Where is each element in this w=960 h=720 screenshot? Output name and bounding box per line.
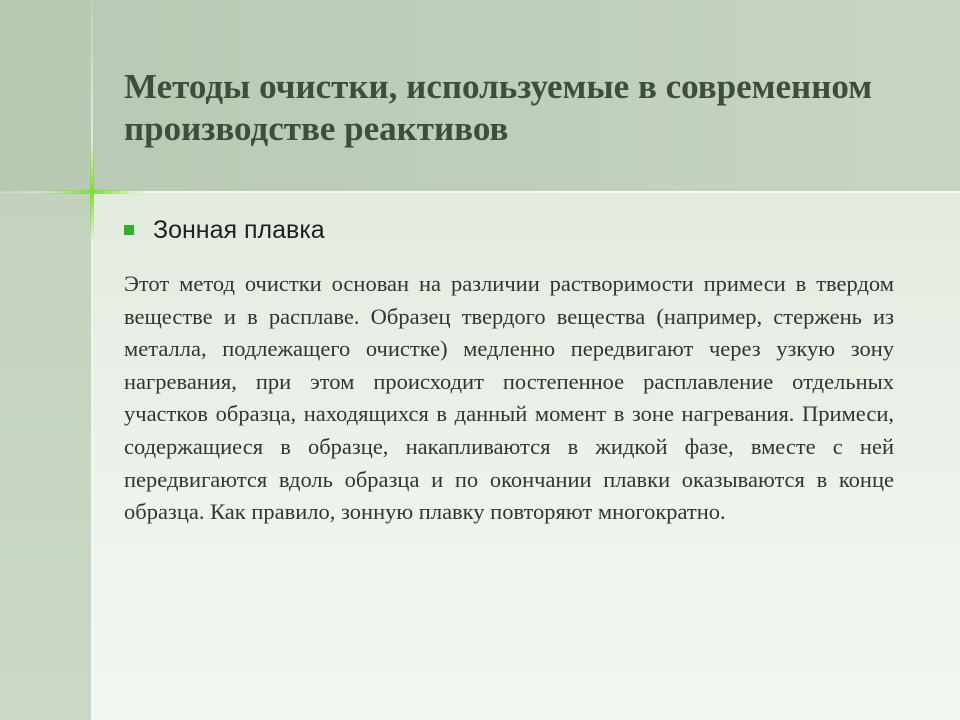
sparkle-cross-icon-vertical (90, 140, 94, 244)
left-decor-strip (0, 192, 92, 720)
square-bullet-icon (124, 225, 134, 235)
slide-title: Методы очистки, используемые в современном производстве реактивов (124, 67, 873, 148)
body-paragraph: Этот метод очистки основан на различии растворимости примеси в твердом веществе и в расплаве. Образец твердого вещества (например, стержень из металла, подлежащего очистке) медленно передвигают через узкую зону нагревания, при этом происходит постепенное расплавление отдельных участков образца, находящихся в данный момент в зоне нагревания. Примеси, содержащиеся в образце, накапливаются в жидкой фазе, вместе с ней передвигаются вдоль образца и по окончании плавки оказываются в конце образца. Как правило, зонную плавку повторяют многократно. (124, 271, 894, 525)
vertical-divider (91, 0, 93, 720)
horizontal-divider (0, 191, 960, 193)
bullet-item (124, 216, 325, 245)
bullet-heading: Зонная плавка (153, 216, 325, 244)
